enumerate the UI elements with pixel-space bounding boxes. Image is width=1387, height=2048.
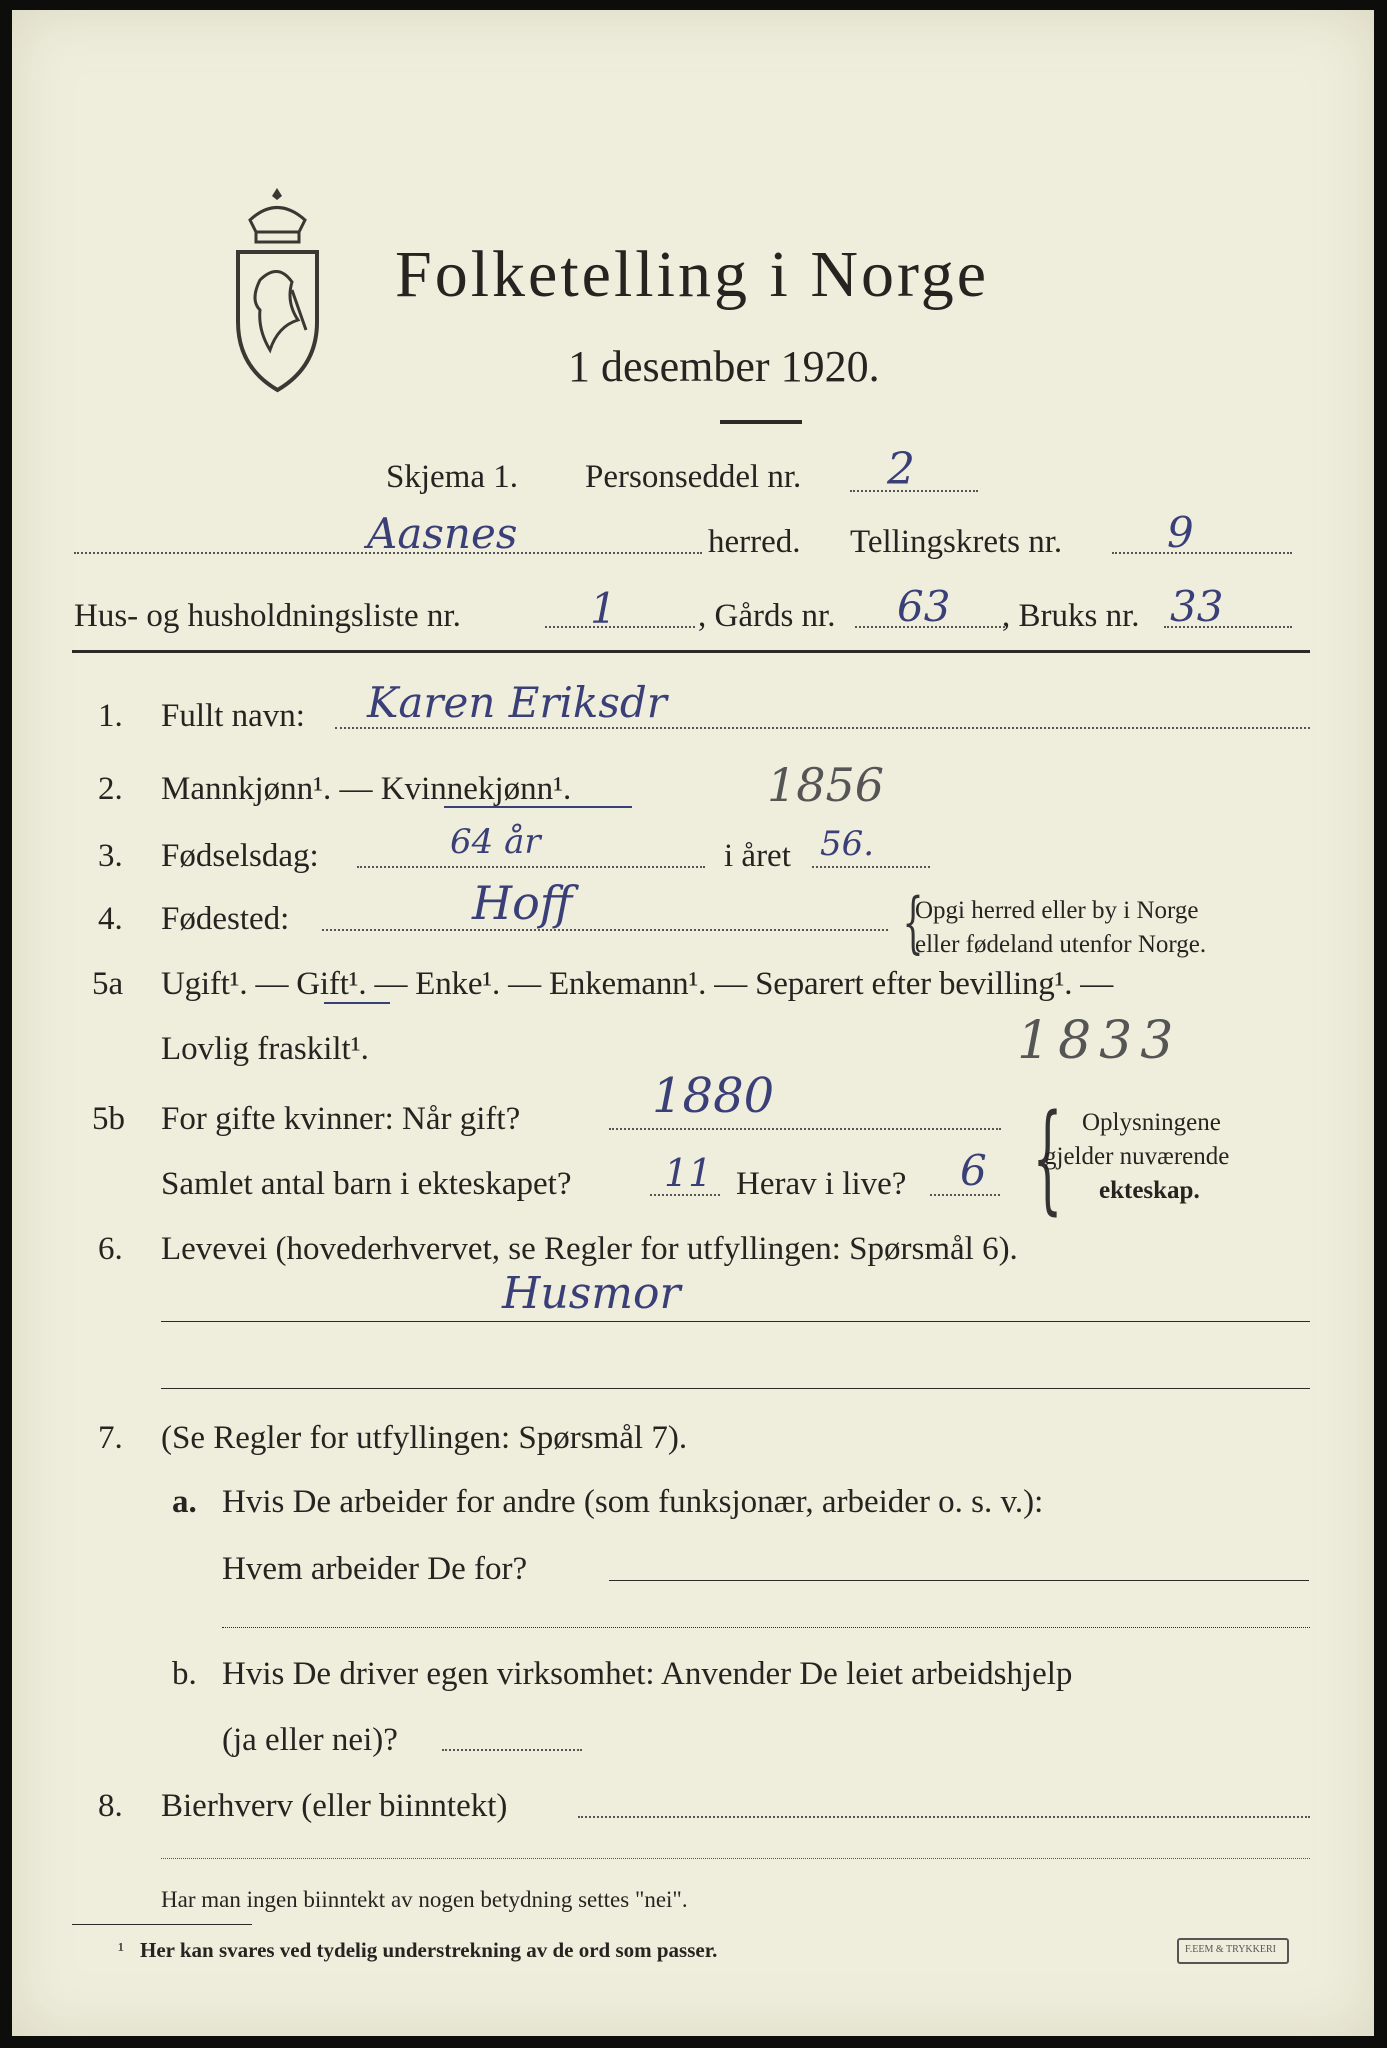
header-divider [72, 650, 1310, 653]
q8-number: 8. [98, 1788, 123, 1824]
hus-label: Hus- og husholdningsliste nr. [74, 598, 461, 634]
bruks-value: 33 [1170, 582, 1224, 631]
printer-stamp [1177, 1938, 1289, 1964]
tellingskrets-value: 9 [1167, 508, 1194, 557]
form-title: Folketelling i Norge [395, 238, 990, 311]
q5a-number: 5a [92, 966, 124, 1002]
aaret-value: 56. [820, 824, 875, 864]
q4-brace: { [902, 884, 924, 961]
q6-number: 6. [98, 1231, 123, 1267]
fodselsdag-value: 64 år [450, 822, 541, 862]
bierhverv-line2[interactable] [161, 1858, 1310, 1859]
hus-field[interactable] [545, 626, 695, 628]
q7a-line1: Hvis De arbeider for andre (som funksjonær, arbeider o. s. v.): [222, 1484, 1044, 1520]
hvem-arbeider-line2[interactable] [222, 1627, 1310, 1628]
bierhverv-field[interactable] [578, 1816, 1310, 1818]
q4-number: 4. [98, 901, 123, 937]
q5b-line2: Samlet antal barn i ekteskapet? [161, 1166, 572, 1202]
gards-label: , Gårds nr. [698, 598, 836, 634]
q6-label: Levevei (hovederhvervet, se Regler for utfyllingen: Spørsmål 6). [161, 1231, 1018, 1267]
q5b-note-line3: ekteskap. [1099, 1177, 1200, 1204]
q7b-line1: Hvis De driver egen virksomhet: Anvender De leiet arbeidshjelp [222, 1656, 1073, 1692]
q5a-line1: Ugift¹. — Gift¹. — Enke¹. — Enkemann¹. — Separert efter bevilling¹. — [161, 966, 1114, 1002]
q7b-number: b. [172, 1656, 197, 1692]
aaret-field[interactable] [812, 866, 930, 868]
q3-number: 3. [98, 838, 123, 874]
herred-value: Aasnes [367, 509, 518, 558]
q5b-note-line1: Oplysningene [1082, 1109, 1221, 1136]
nar-gift-value: 1880 [652, 1068, 775, 1124]
q5b-line1: For gifte kvinner: Når gift? [161, 1101, 521, 1137]
q7a-line2: Hvem arbeider De for? [222, 1551, 528, 1587]
hvem-arbeider-field[interactable] [609, 1580, 1309, 1581]
q4-note-line2: eller fødeland utenfor Norge. [915, 931, 1207, 958]
q3-label: Fødselsdag: [161, 838, 319, 874]
skjema-label: Skjema 1. [386, 459, 518, 495]
nar-gift-field[interactable] [609, 1128, 1001, 1130]
herred-label: herred. [708, 524, 801, 560]
tellingskrets-field[interactable] [1112, 552, 1292, 554]
kvinnekjonn-underline [444, 806, 632, 808]
fodselsdag-field[interactable] [357, 866, 705, 868]
levevei-line2[interactable] [161, 1388, 1310, 1389]
footnote-divider [72, 1924, 252, 1925]
herav-label: Herav i live? [736, 1166, 907, 1202]
personseddel-value: 2 [887, 444, 915, 495]
q4-label: Fødested: [161, 901, 290, 937]
q5a-line2: Lovlig fraskilt¹. [161, 1031, 369, 1067]
q4-note-line1: Opgi herred eller by i Norge [915, 897, 1199, 924]
printer-stamp-text: F.EEM & TRYKKERI [1185, 1944, 1276, 1955]
census-form [12, 10, 1374, 2036]
norway-coat-of-arms-icon [230, 180, 325, 395]
q1-number: 1. [98, 698, 123, 734]
levevei-line1[interactable] [161, 1321, 1310, 1322]
tellingskrets-label: Tellingskrets nr. [850, 524, 1063, 560]
q8-label: Bierhverv (eller biinntekt) [161, 1788, 508, 1824]
footer-note: Har man ingen biinntekt av nogen betydning settes "nei". [161, 1887, 688, 1912]
bruks-label: , Bruks nr. [1002, 598, 1140, 634]
gards-value: 63 [897, 582, 951, 631]
hus-value: 1 [590, 584, 617, 633]
q7-number: 7. [98, 1420, 123, 1456]
form-date: 1 desember 1920. [568, 342, 880, 391]
title-divider [720, 420, 802, 424]
ja-eller-nei-field[interactable] [442, 1749, 582, 1751]
q1-label: Fullt navn: [161, 698, 305, 734]
q7-label: (Se Regler for utfyllingen: Spørsmål 7). [161, 1420, 688, 1456]
footnote-text: Her kan svares ved tydelig understrekning av de ord som passer. [140, 1938, 718, 1962]
q7a-number: a. [172, 1484, 197, 1520]
q2-note-value: 1856 [767, 758, 885, 812]
fullt-navn-field[interactable] [335, 727, 1310, 729]
q5b-note-line2: gjelder nuværende [1044, 1143, 1230, 1170]
levevei-value: Husmor [502, 1268, 681, 1319]
q7b-line2: (ja eller nei)? [222, 1722, 398, 1758]
barn-value: 11 [664, 1151, 713, 1195]
q5b-brace: { [1032, 1088, 1063, 1226]
q5b-number: 5b [92, 1101, 125, 1137]
q2-label: Mannkjønn¹. — Kvinnekjønn¹. [161, 771, 572, 807]
fodested-value: Hoff [472, 876, 573, 930]
fullt-navn-value: Karen Eriksdr [367, 678, 667, 727]
q5a-note-value: 1833 [1017, 1011, 1182, 1071]
q2-number: 2. [98, 771, 123, 807]
herav-value: 6 [960, 1146, 987, 1195]
personseddel-label: Personseddel nr. [585, 459, 802, 495]
fodested-field[interactable] [322, 929, 888, 931]
q3-year-label: i året [724, 838, 791, 874]
gift-underline [324, 1002, 390, 1004]
footnote-mark: ¹ [118, 1939, 124, 1961]
